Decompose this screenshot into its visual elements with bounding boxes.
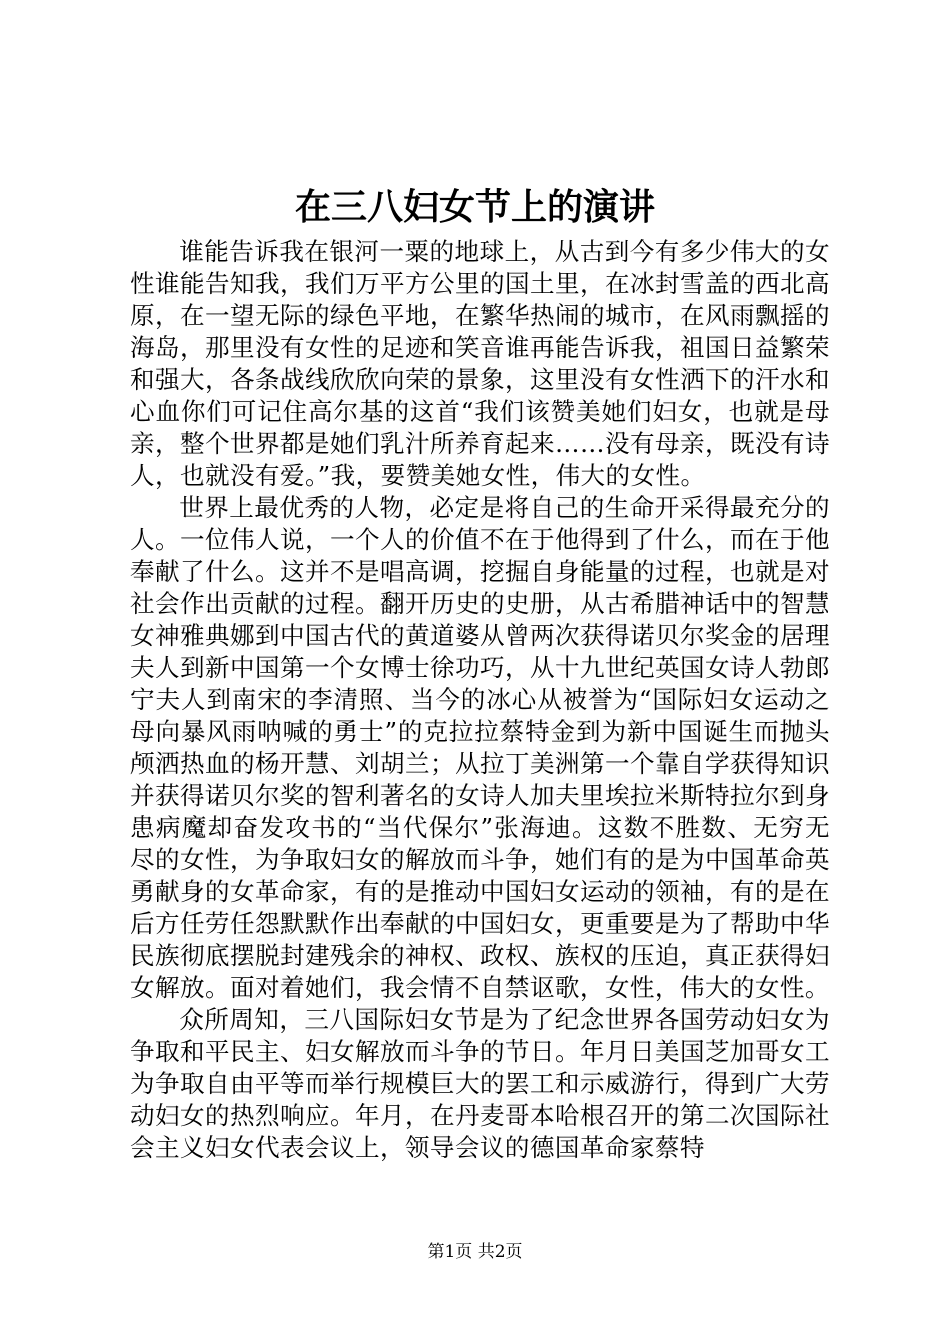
document-title: 在三八妇女节上的演讲 bbox=[294, 186, 655, 228]
page-number-footer: 第1页 共2页 bbox=[427, 1242, 523, 1262]
paragraph-1: 谁能告诉我在银河一粟的地球上，从古到今有多少伟大的女性谁能告知我，我们万平方公里的国土里，在冰封雪盖的西北高原，在一望无际的绿色平地，在繁华热闹的城市，在风雨飘摇的海岛，那里没有女性的足迹和笑音谁再能告诉我，祖国日益繁荣和强大，各条战线欣欣向荣的景象，这里没有女性洒下的汗水和心血你们可记住高尔基的这首“我们该赞美她们妇女，也就是母亲，整个世界都是她们乳汁所养育起来……没有母亲，既没有诗人，也就没有爱。”我，要赞美她女性，伟大的女性。 bbox=[130, 237, 830, 490]
paragraph-3: 众所周知，三八国际妇女节是为了纪念世界各国劳动妇女为争取和平民主、妇女解放而斗争的节日。年月日美国芝加哥女工为争取自由平等而举行规模巨大的罢工和示威游行，得到广大劳动妇女的热烈响应。年月，在丹麦哥本哈根召开的第二次国际社会主义妇女代表会议上，领导会议的德国革命家蔡特 bbox=[130, 1005, 830, 1162]
paragraph-2: 世界上最优秀的人物，必定是将自己的生命开采得最充分的人。一位伟人说，一个人的价值不在于他得到了什么，而在于他奉献了什么。这并不是唱高调，挖掘自身能量的过程，也就是对社会作出贡献的过程。翻开历史的史册，从古希腊神话中的智慧女神雅典娜到中国古代的黄道婆从曾两次获得诺贝尔奖金的居理夫人到新中国第一个女博士徐功巧，从十九世纪英国女诗人勃郎宁夫人到南宋的李清照、当今的冰心从被誉为“国际妇女运动之母向暴风雨呐喊的勇士”的克拉拉蔡特金到为新中国诞生而抛头颅洒热血的杨开慧、刘胡兰；从拉丁美洲第一个靠自学获得知识并获得诺贝尔奖的智利著名的女诗人加夫里埃拉米斯特拉尔到身患病魔却奋发攻书的“当代保尔”张海迪。这数不胜数、无穷无尽的女性，为争取妇女的解放而斗争，她们有的是为中国革命英勇献身的女革命家，有的是推动中国妇女运动的领袖，有的是在后方任劳任怨默默作出奉献的中国妇女，更重要是为了帮助中华民族彻底摆脱封建残余的神权、政权、族权的压迫，真正获得妇女解放。面对着她们，我会情不自禁讴歌，女性，伟大的女性。 bbox=[130, 493, 830, 1002]
document-body bbox=[130, 236, 830, 1164]
